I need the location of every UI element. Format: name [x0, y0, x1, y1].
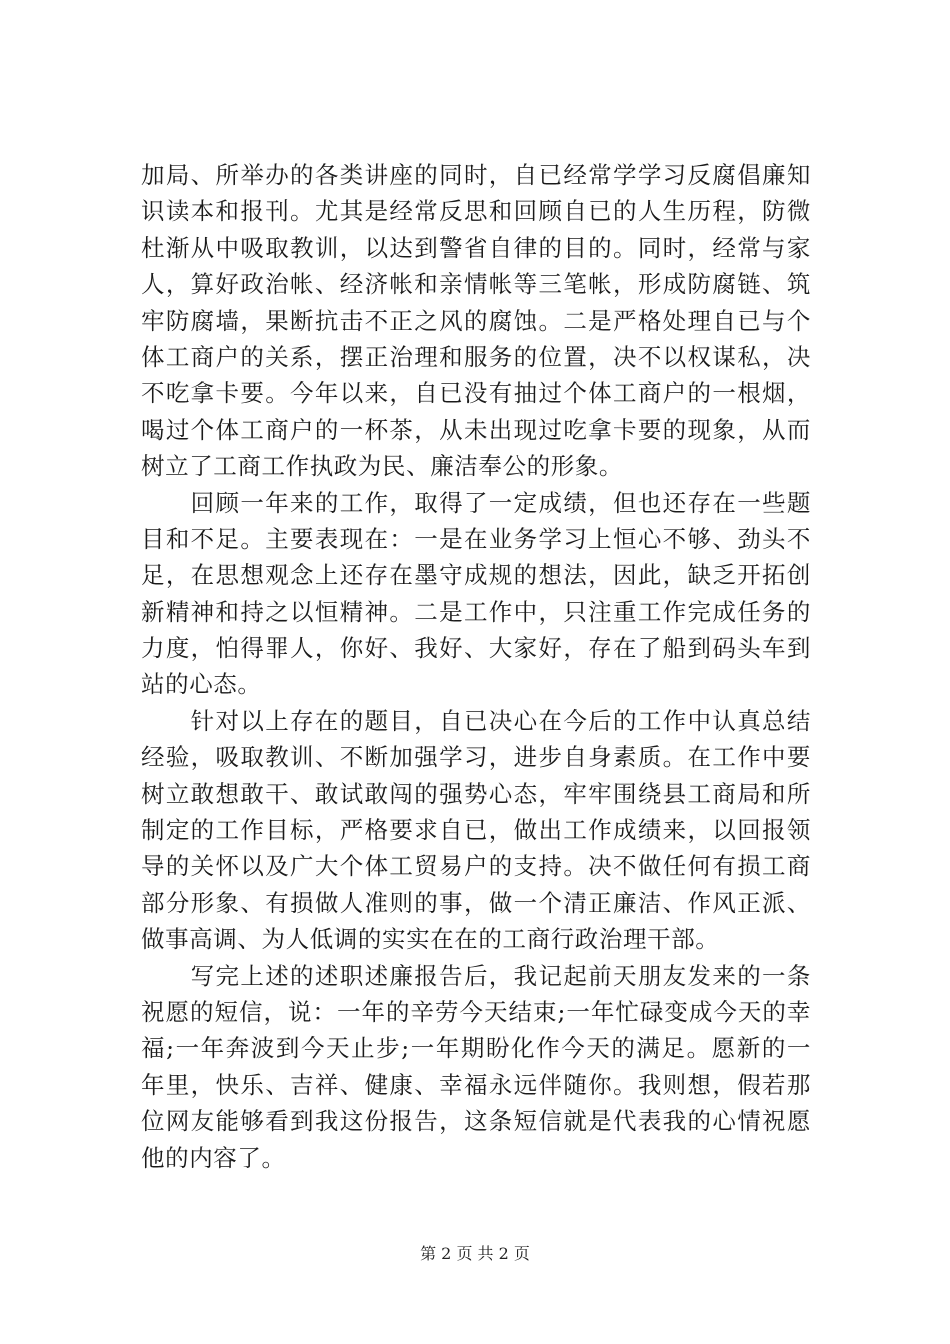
text-line: 杜渐从中吸取教训，以达到警省自律的目的。同时，经常与家 — [141, 233, 811, 262]
text-line: 年里，快乐、吉祥、健康、幸福永远伴随你。我则想，假若那 — [141, 1070, 811, 1099]
text-line: 喝过个体工商户的一杯茶，从未出现过吃拿卡要的现象，从而 — [141, 415, 811, 444]
text-line: 经验，吸取教训、不断加强学习，进步自身素质。在工作中要 — [141, 743, 811, 772]
text-line: 人，算好政治帐、经济帐和亲情帐等三笔帐，形成防腐链、筑 — [141, 270, 811, 299]
text-line: 他的内容了。 — [141, 1143, 286, 1172]
page-number-label: 第 2 页 共 2 页 — [420, 1244, 530, 1263]
text-line: 足，在思想观念上还存在墨守成规的想法，因此，缺乏开拓创 — [141, 561, 811, 590]
text-line: 树立了工商工作执政为民、廉洁奉公的形象。 — [141, 452, 623, 481]
text-line: 位网友能够看到我这份报告，这条短信就是代表我的心情祝愿 — [141, 1107, 811, 1136]
text-line: 加局、所举办的各类讲座的同时，自已经常学学习反腐倡廉知 — [141, 161, 811, 189]
text-line: 目和不足。主要表现在：一是在业务学习上恒心不够、劲头不 — [141, 524, 811, 553]
text-line: 针对以上存在的题目，自已决心在今后的工作中认真总结 — [141, 706, 811, 735]
text-line: 新精神和持之以恒精神。二是工作中，只注重工作完成任务的 — [141, 597, 811, 626]
text-line: 做事高调、为人低调的实实在在的工商行政治理干部。 — [141, 925, 720, 954]
text-line: 树立敢想敢干、敢试敢闯的强势心态，牢牢围绕县工商局和所 — [141, 779, 811, 808]
text-line: 站的心态。 — [141, 670, 262, 699]
text-line: 制定的工作目标，严格要求自已，做出工作成绩来，以回报领 — [141, 816, 811, 845]
text-line: 牢防腐墙，果断抗击不正之风的腐蚀。二是严格处理自已与个 — [141, 306, 811, 335]
text-line: 导的关怀以及广大个体工贸易户的支持。决不做任何有损工商 — [141, 852, 811, 881]
document-body — [141, 157, 811, 1176]
text-line: 福;一年奔波到今天止步;一年期盼化作今天的满足。愿新的一 — [141, 1034, 811, 1063]
text-line: 写完上述的述职述廉报告后，我记起前天朋友发来的一条 — [141, 961, 811, 990]
text-line: 不吃拿卡要。今年以来，自已没有抽过个体工商户的一根烟， — [141, 379, 811, 408]
text-line: 力度，怕得罪人，你好、我好、大家好，存在了船到码头车到 — [141, 634, 811, 663]
text-line: 识读本和报刊。尤其是经常反思和回顾自已的人生历程，防微 — [141, 197, 811, 226]
page-footer — [0, 1244, 950, 1264]
text-line: 回顾一年来的工作，取得了一定成绩，但也还存在一些题 — [141, 488, 811, 517]
text-line: 部分形象、有损做人准则的事，做一个清正廉洁、作风正派、 — [141, 888, 811, 917]
text-line: 体工商户的关系，摆正治理和服务的位置，决不以权谋私，决 — [141, 342, 811, 371]
text-line: 祝愿的短信，说：一年的辛劳今天结束;一年忙碌变成今天的幸 — [141, 997, 811, 1026]
